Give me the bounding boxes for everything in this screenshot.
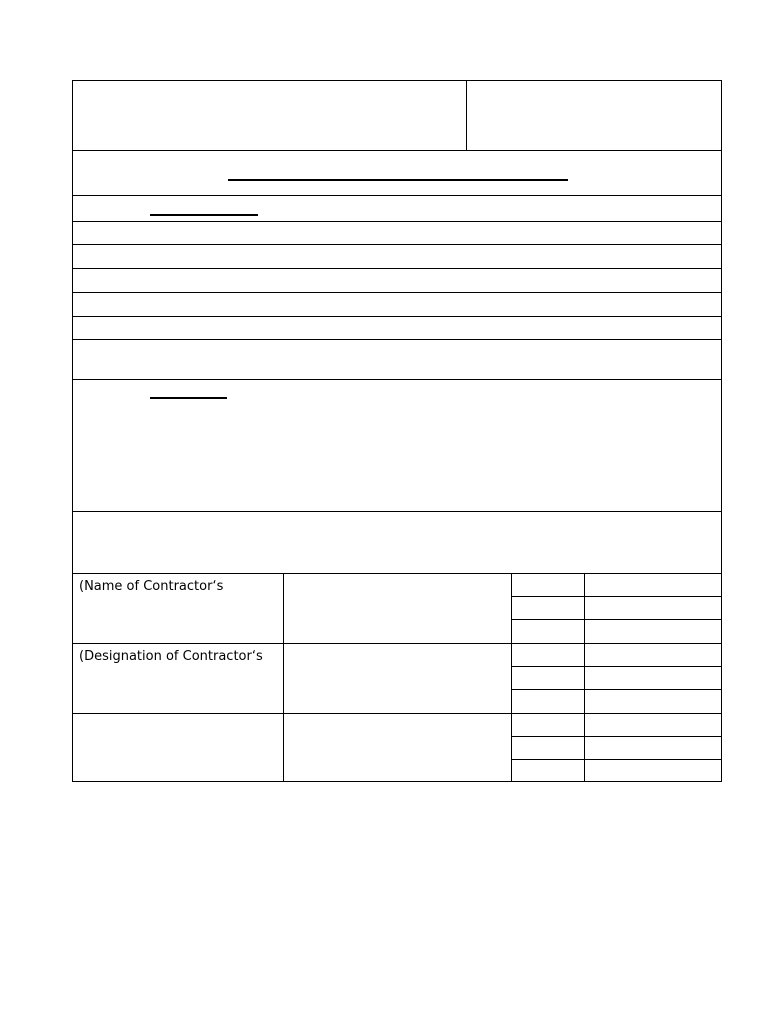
subrow-divider [511,736,721,737]
subrow-divider [511,619,721,620]
subrow-divider [511,666,721,667]
signatory-col-divider [584,573,585,782]
signatory-col-divider [283,573,284,782]
signatory-row-divider [73,713,721,714]
row-divider [73,150,721,151]
form-sheet [72,80,722,782]
contractor-name-label: (Name of Contractor‘s [79,579,224,594]
row-divider [73,292,721,293]
row-divider [73,573,721,574]
row-divider [73,379,721,380]
row-divider [73,511,721,512]
contractor-designation-label: (Designation of Contractor‘s [79,649,263,664]
row-divider [73,221,721,222]
row-divider [73,316,721,317]
row-divider [73,339,721,340]
title-underline [228,179,568,181]
header-divider [466,81,467,150]
subrow-divider [511,596,721,597]
row-divider [73,244,721,245]
row-divider [73,268,721,269]
signatory-row-divider [73,643,721,644]
section-heading-underline [150,214,258,216]
section-heading-underline [150,397,227,399]
subrow-divider [511,759,721,760]
signatory-col-divider [511,573,512,782]
row-divider [73,195,721,196]
subrow-divider [511,689,721,690]
